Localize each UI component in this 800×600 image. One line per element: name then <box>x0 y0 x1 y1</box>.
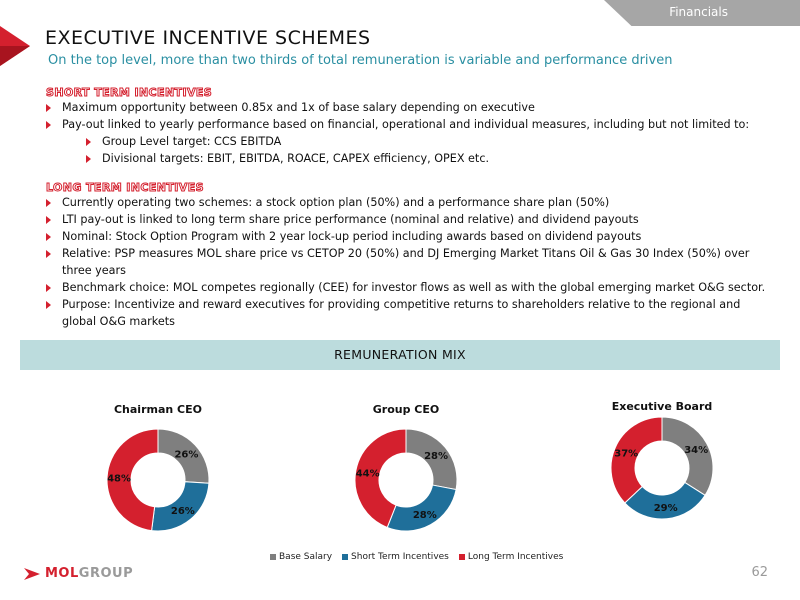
bullet-icon <box>46 121 51 129</box>
data-label: 28% <box>412 510 437 522</box>
legend-item: Short Term Incentives <box>342 552 449 562</box>
long-term-heading: LONG TERM INCENTIVES <box>46 181 204 194</box>
bullet-icon <box>46 216 51 224</box>
data-label: 37% <box>614 448 639 460</box>
list-item: Group Level target: CCS EBITDA <box>86 133 766 150</box>
corner-decoration <box>0 20 38 72</box>
chart-executive-board <box>562 398 762 538</box>
logo-arrow-icon <box>24 568 40 580</box>
list-item: Divisional targets: EBIT, EBITDA, ROACE, CAPEX efficiency, OPEX etc. <box>86 150 766 167</box>
legend-item: Base Salary <box>270 552 332 562</box>
list-item: Maximum opportunity between 0.85x and 1x of base salary depending on executive <box>46 99 766 116</box>
list-item: Currently operating two schemes: a stock option plan (50%) and a performance share plan (50%) <box>46 194 766 211</box>
slice-long <box>611 417 662 503</box>
list-item: Benchmark choice: MOL competes regionally (CEE) for investor flows as well as with the global emerging market O&G sector. <box>46 279 766 296</box>
list-item: Pay-out linked to yearly performance based on financial, operational and individual measures, including but not limited to: <box>46 116 766 133</box>
chart-legend <box>270 552 563 562</box>
bullet-icon <box>46 250 51 258</box>
data-label: 26% <box>170 506 195 518</box>
bullet-icon <box>86 155 91 163</box>
remuneration-mix-banner: REMUNERATION MIX <box>20 340 780 370</box>
chart-title: Group CEO <box>372 403 440 416</box>
data-label: 44% <box>355 468 380 480</box>
section-tab-label: Financials <box>669 5 728 19</box>
data-label: 28% <box>424 451 449 463</box>
bullet-icon <box>46 233 51 241</box>
bullet-icon <box>46 301 51 309</box>
short-term-list <box>46 99 766 167</box>
chart-group-ceo <box>306 398 506 538</box>
donut-chart <box>58 398 258 538</box>
legend-swatch <box>342 554 348 560</box>
chart-chairman-ceo <box>58 398 258 538</box>
mol-group-logo: MOLGROUP <box>24 566 133 581</box>
page-number: 62 <box>751 565 768 580</box>
bullet-icon <box>46 199 51 207</box>
slice-short <box>387 485 456 531</box>
list-item: Relative: PSP measures MOL share price vs CETOP 20 (50%) and DJ Emerging Market Titans Oil & Gas 30 Index (50%) over three years <box>46 245 766 279</box>
chart-title: Executive Board <box>611 400 713 413</box>
long-term-list <box>46 194 766 330</box>
bullet-icon <box>46 284 51 292</box>
page-subtitle: On the top level, more than two thirds of total remuneration is variable and performance driven <box>48 53 673 68</box>
bullet-icon <box>86 138 91 146</box>
legend-item: Long Term Incentives <box>459 552 563 562</box>
list-item: Nominal: Stock Option Program with 2 year lock-up period including awards based on dividend payouts <box>46 228 766 245</box>
data-label: 34% <box>684 445 709 457</box>
list-item: LTI pay-out is linked to long term share price performance (nominal and relative) and dividend payouts <box>46 211 766 228</box>
list-item: Purpose: Incentivize and reward executives for providing competitive returns to shareholders relative to the regional and global O&G markets <box>46 296 766 330</box>
legend-swatch <box>459 554 465 560</box>
chart-title: Chairman CEO <box>113 403 202 416</box>
donut-chart <box>306 398 506 538</box>
legend-swatch <box>270 554 276 560</box>
donut-chart <box>562 398 762 538</box>
short-term-heading: SHORT TERM INCENTIVES <box>46 86 213 99</box>
data-label: 26% <box>174 449 199 461</box>
bullet-icon <box>46 104 51 112</box>
data-label: 48% <box>107 473 132 485</box>
data-label: 29% <box>653 502 678 514</box>
page-title: EXECUTIVE INCENTIVE SCHEMES <box>45 27 371 49</box>
